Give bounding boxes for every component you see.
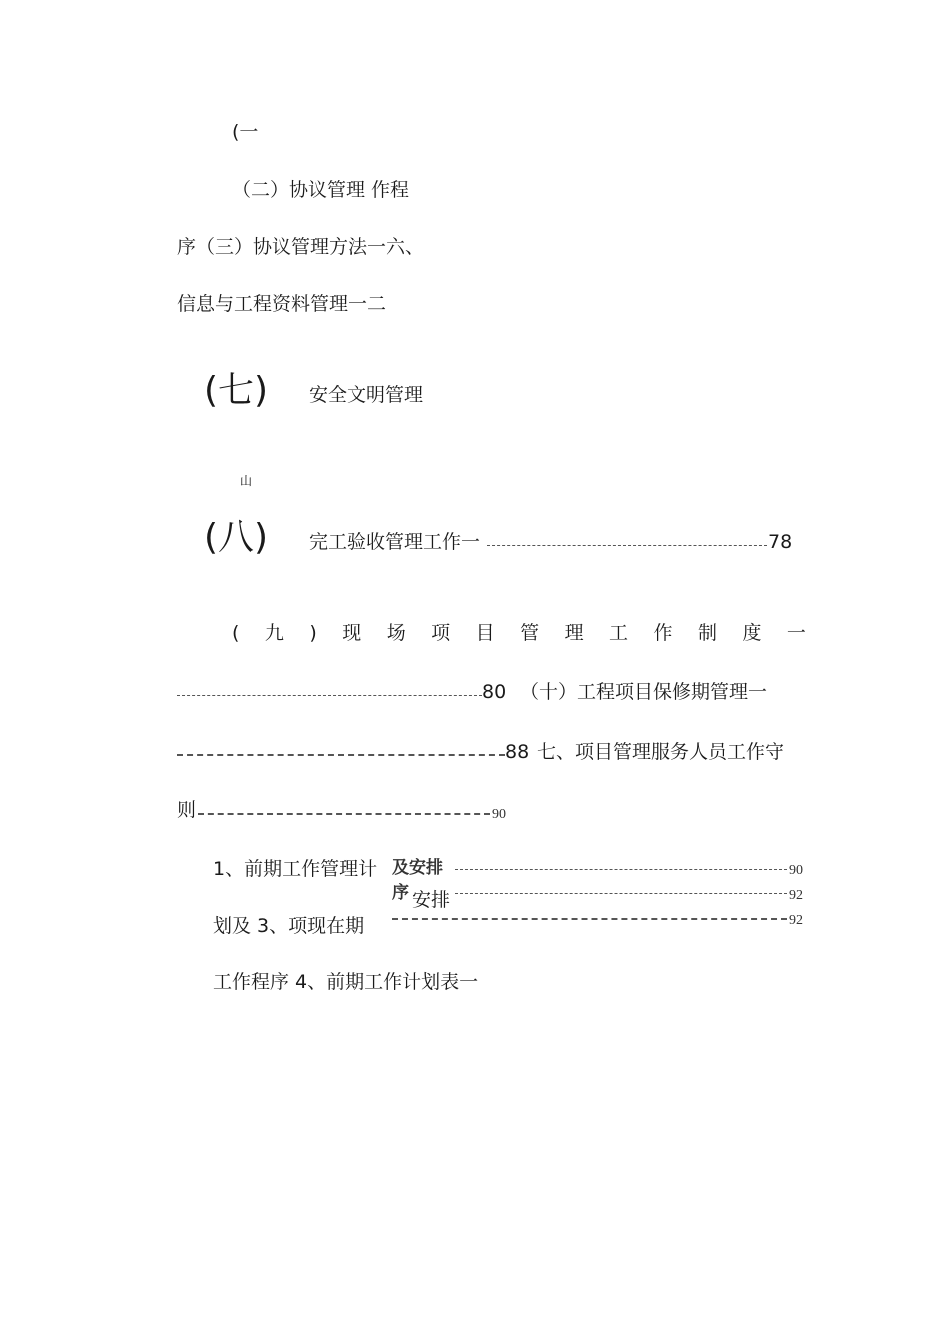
toc-page-number: 88 <box>505 741 530 763</box>
toc-heading-8-number: (八) <box>204 517 269 558</box>
toc-heading-9-char: 理 <box>564 622 584 644</box>
toc-item-overlay-text: 及安排 <box>392 858 443 878</box>
toc-heading-9-char: 工 <box>609 622 629 644</box>
toc-heading-9-char: 作 <box>653 622 673 644</box>
toc-page-number: 90 <box>492 807 506 822</box>
stray-mark: 山 <box>240 474 253 488</box>
toc-heading-8-title: 完工验收管理工作一 <box>309 531 481 553</box>
toc-heading-10-title: （十）工程项目保修期管理一 <box>520 681 768 703</box>
toc-page-number: 80 <box>482 681 507 703</box>
toc-heading-9-char: 场 <box>386 622 406 644</box>
toc-section-7-title-end: 则 <box>177 799 197 821</box>
toc-heading-9-char: 现 <box>342 622 362 644</box>
toc-heading-9-char: 项 <box>431 622 451 644</box>
toc-leader-dots <box>455 869 787 870</box>
toc-heading-9-char: ( <box>232 622 240 644</box>
toc-line-1: (一 <box>232 121 259 143</box>
toc-item-2-title: 划及 3、项现在期 <box>213 915 365 937</box>
toc-line-2: （二）协议管理 作程 <box>232 179 410 201</box>
toc-item-1-title: 1、前期工作管理计 <box>213 858 378 880</box>
toc-item-4-title: 工作程序 4、前期工作计划表一 <box>213 971 479 993</box>
toc-heading-7-title: 安全文明管理 <box>309 384 424 406</box>
toc-item-overlay-text: 安排 <box>412 889 451 911</box>
toc-heading-7-number: (七) <box>204 370 269 411</box>
toc-heading-9-char: 制 <box>697 622 717 644</box>
toc-leader-dots <box>198 813 490 815</box>
toc-leader-dots <box>487 545 767 546</box>
toc-leader-dots <box>177 754 505 756</box>
toc-heading-9-char: 一 <box>786 622 806 644</box>
toc-leader-dots <box>455 893 787 894</box>
toc-heading-9-char: 度 <box>742 622 762 644</box>
toc-leader-dots <box>177 695 482 696</box>
toc-section-7-title: 七、项目管理服务人员工作守 <box>537 741 785 763</box>
toc-heading-9-char: 管 <box>520 622 540 644</box>
toc-page-number: 92 <box>789 888 803 903</box>
toc-heading-9-char: 九 <box>264 622 284 644</box>
toc-item-overlay-text: 序 <box>392 883 409 903</box>
toc-heading-9-char: ) <box>309 622 317 644</box>
toc-leader-dots <box>392 918 787 920</box>
toc-page-number: 78 <box>768 531 793 553</box>
toc-heading-9-spread <box>232 621 806 645</box>
toc-heading-9-char: 目 <box>475 622 495 644</box>
toc-line-3: 序（三）协议管理方法一六、 <box>177 236 425 258</box>
toc-page-number: 90 <box>789 863 803 878</box>
toc-page-number: 92 <box>789 913 803 928</box>
toc-line-4: 信息与工程资料管理一二 <box>177 293 387 315</box>
